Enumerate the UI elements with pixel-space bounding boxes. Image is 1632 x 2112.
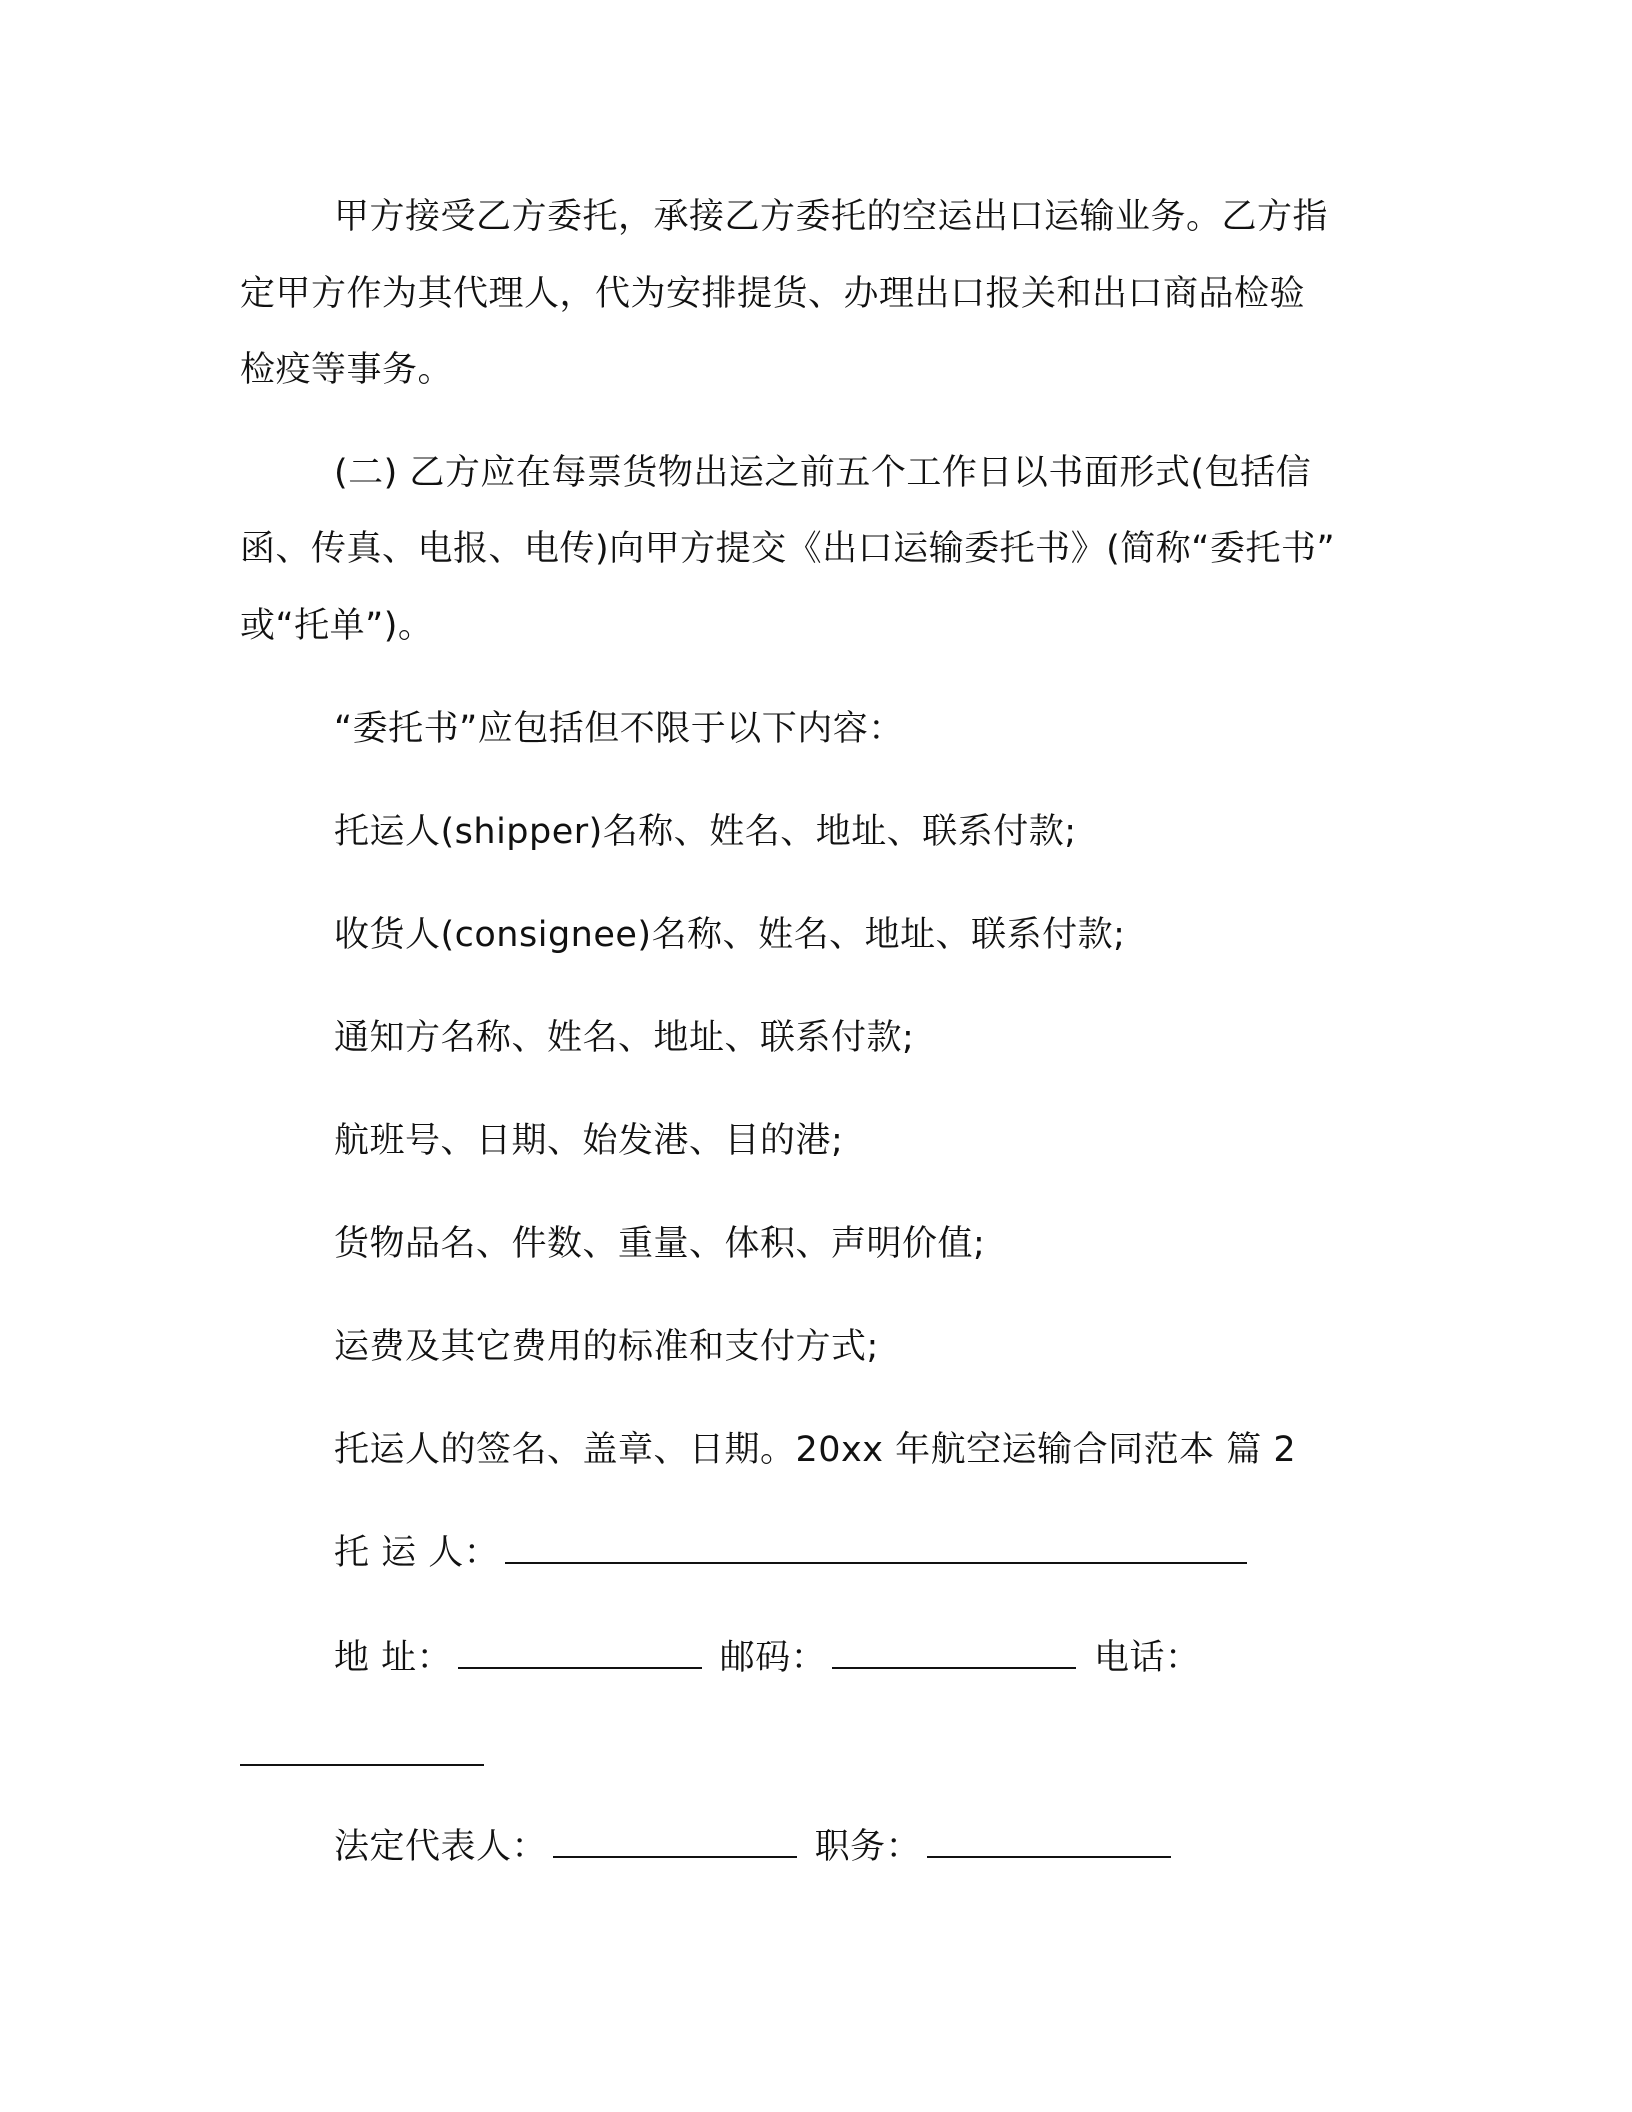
paragraph-1-line-1: 甲方接受乙方委托，承接乙方委托的空运出口运输业务。乙方指 [334,197,1329,237]
phone-continuation-row [240,1731,490,1779]
shipper-blank [505,1532,1247,1564]
list-item: 收货人(consignee)名称、姓名、地址、联系付款; [334,915,1126,955]
position-label: 职务： [814,1827,922,1867]
list-item: 运费及其它费用的标准和支付方式; [334,1327,879,1367]
legal-rep-label: 法定代表人： [334,1827,548,1867]
shipper-label: 托 运 人： [334,1533,500,1573]
list-intro: “委托书”应包括但不限于以下内容： [334,709,904,749]
list-item: 托运人(shipper)名称、姓名、地址、联系付款; [334,812,1077,852]
legal-rep-row [334,1823,1177,1871]
phone-blank [240,1734,484,1766]
paragraph-2-line-1: (二) 乙方应在每票货物出运之前五个工作日以书面形式(包括信 [334,453,1312,493]
postcode-label: 邮码： [719,1638,827,1678]
paragraph-2-line-3: 或“托单”)。 [240,606,434,646]
postcode-blank [832,1637,1076,1669]
paragraph-1-line-3: 检疫等事务。 [240,350,454,390]
list-item: 货物品名、件数、重量、体积、声明价值; [334,1224,986,1264]
legal-rep-blank [553,1826,797,1858]
address-blank [458,1637,702,1669]
list-item: 通知方名称、姓名、地址、联系付款; [334,1018,915,1058]
position-blank [927,1826,1171,1858]
address-label: 地 址： [334,1638,453,1678]
shipper-row [334,1529,1253,1577]
phone-label: 电话： [1093,1638,1201,1678]
list-item: 航班号、日期、始发港、目的港; [334,1121,844,1161]
address-row [334,1634,1200,1682]
paragraph-1-line-2: 定甲方作为其代理人，代为安排提货、办理出口报关和出口商品检验 [240,274,1306,314]
paragraph-2-line-2: 函、传真、电报、电传)向甲方提交《出口运输委托书》(简称“委托书” [240,529,1336,569]
list-item: 托运人的签名、盖章、日期。20xx 年航空运输合同范本 篇 2 [334,1430,1297,1470]
